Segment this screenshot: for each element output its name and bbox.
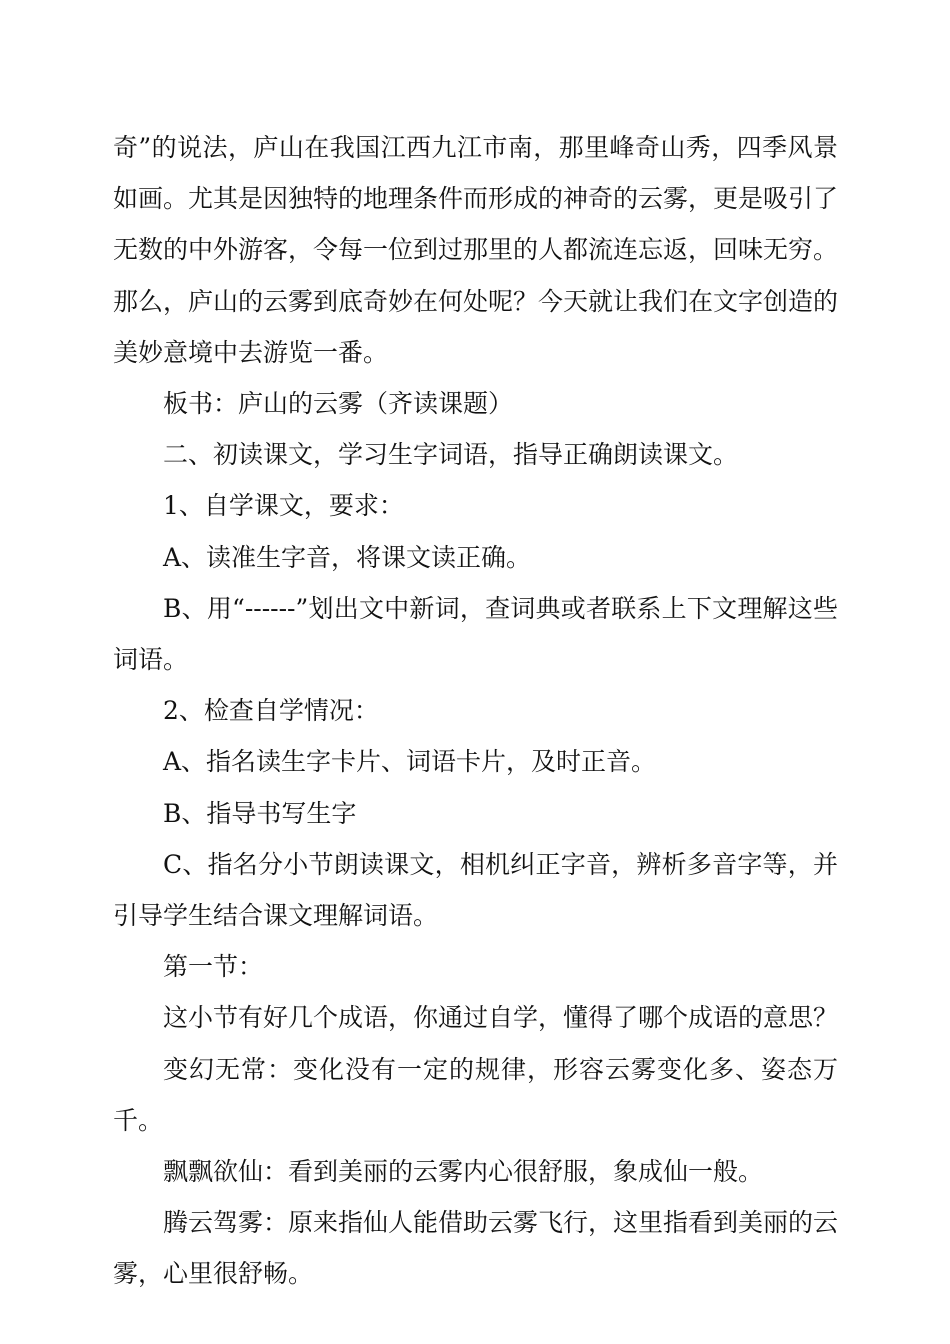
paragraph-15: 腾云驾雾：原来指仙人能借助云雾飞行，这里指看到美丽的云雾，心里很舒畅。 [113,1208,839,1289]
paragraph-10: C、指名分小节朗读课文，相机纠正字音，辨析多音字等，并引导学生结合课文理解词语。 [113,849,838,931]
paragraph-12: 这小节有好几个成语，你通过自学，懂得了哪个成语的意思？ [163,1003,839,1033]
paragraph-1: 奇”的说法，庐山在我国江西九江市南，那里峰奇山秀，四季风景如画。尤其是因独特的地理条件而形成的神奇的云雾，更是吸引了无数的中外游客，令每一位到过那里的人都流连忘返，回味无穷。那么，庐山的云雾到底奇妙在何处呢？今天就让我们在文字创造的美妙意境中去游览一番。 [113,133,839,367]
paragraph-13: 变幻无常：变化没有一定的规律，形容云雾变化多、姿态万千。 [113,1054,838,1135]
paragraph-3: 二、初读课文，学习生字词语，指导正确朗读课文。 [163,440,739,470]
document-body [113,122,838,1300]
paragraph-4: 1、自学课文，要求： [163,491,404,521]
paragraph-11: 第一节： [163,952,264,982]
paragraph-8: A、指名读生字卡片、词语卡片，及时正音。 [163,747,657,777]
paragraph-2: 板书：庐山的云雾（齐读课题） [163,389,514,419]
paragraph-7: 2、检查自学情况： [163,696,379,726]
paragraph-9: B、指导书写生字 [163,798,357,828]
paragraph-14: 飘飘欲仙：看到美丽的云雾内心很舒服，象成仙一般。 [163,1157,764,1187]
paragraph-5: A、读准生字音，将课文读正确。 [163,542,532,572]
paragraph-6: B、用“------”划出文中新词，查词典或者联系上下文理解这些词语。 [113,593,838,675]
